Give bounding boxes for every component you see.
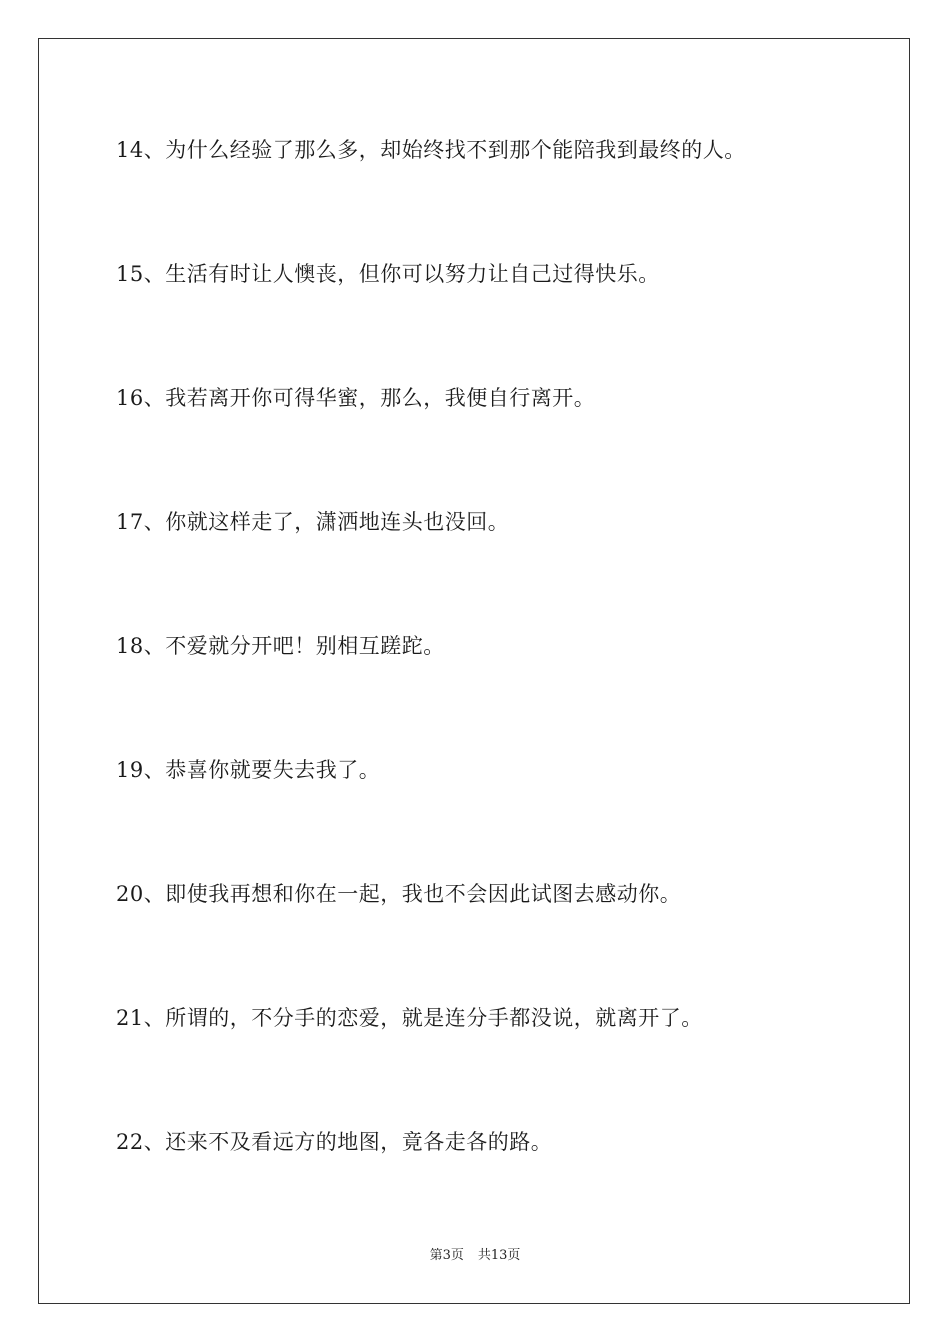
entry-15: 15、生活有时让人懊丧，但你可以努力让自己过得快乐。 <box>116 262 660 286</box>
entry-22: 22、还来不及看远方的地图，竟各走各的路。 <box>116 1130 553 1154</box>
page-total: 共13页 <box>477 1248 521 1263</box>
page-border <box>38 38 910 1304</box>
entry-17: 17、你就这样走了，潇洒地连头也没回。 <box>116 510 510 534</box>
page-footer <box>0 1247 950 1265</box>
page-number: 第3页 <box>429 1248 464 1263</box>
entry-19: 19、恭喜你就要失去我了。 <box>116 758 381 782</box>
entry-21: 21、所谓的，不分手的恋爱，就是连分手都没说，就离开了。 <box>116 1006 703 1030</box>
entry-14: 14、为什么经验了那么多，却始终找不到那个能陪我到最终的人。 <box>116 138 746 162</box>
entry-16: 16、我若离开你可得华蜜，那么，我便自行离开。 <box>116 386 596 410</box>
entry-20: 20、即使我再想和你在一起，我也不会因此试图去感动你。 <box>116 882 682 906</box>
entry-18: 18、不爱就分开吧！别相互蹉跎。 <box>116 634 445 658</box>
